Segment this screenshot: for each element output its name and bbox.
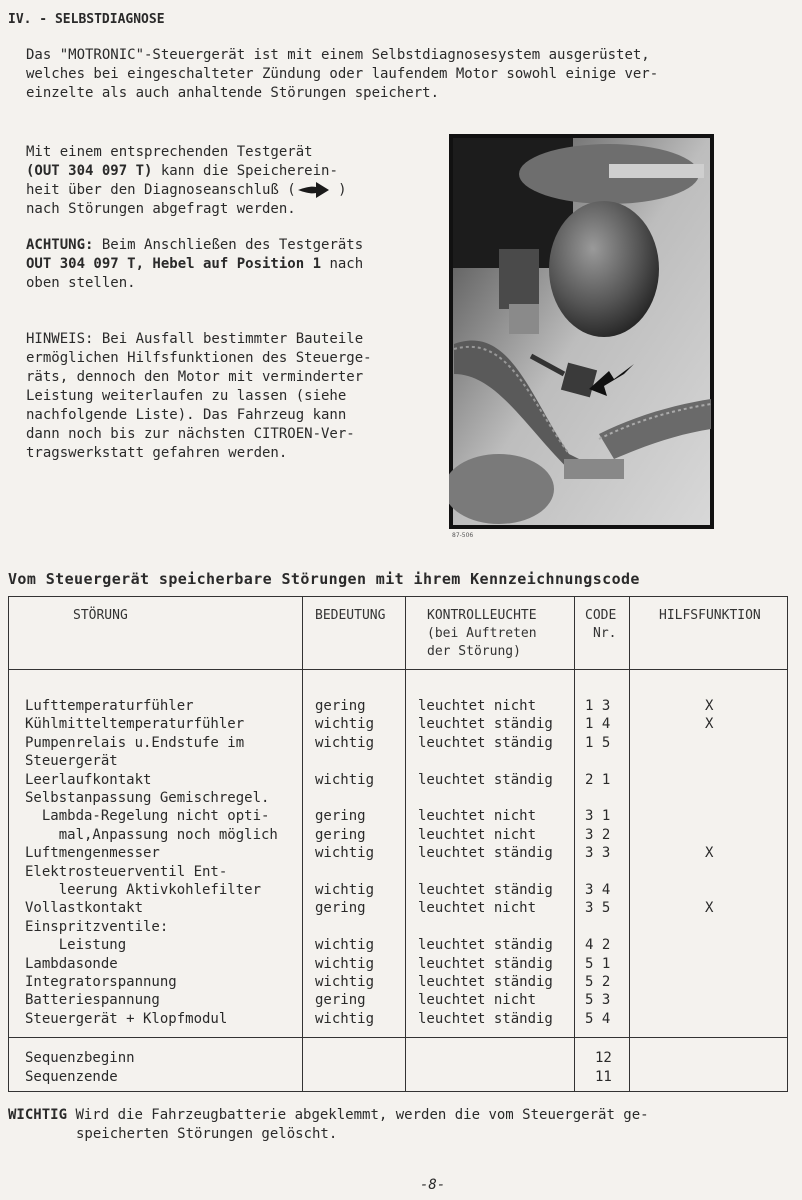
- test-line-2: [26, 162, 406, 181]
- test-line-3: [26, 181, 406, 200]
- cell-kontrolleuchte: leuchtet ständig: [418, 734, 553, 751]
- cell-bedeutung: gering: [315, 808, 366, 825]
- cell-kontrolleuchte: leuchtet nicht: [418, 698, 537, 714]
- header-stoerung: STÖRUNG: [73, 608, 128, 623]
- test-line-2-rest: kann die Speicherein-: [152, 163, 338, 179]
- table-row: [9, 918, 787, 936]
- cell-code: 5 4: [585, 1010, 611, 1027]
- cell-stoerung: Leistung: [25, 937, 127, 954]
- cell-code: 1 5: [585, 734, 611, 751]
- page-number: -8-: [420, 1177, 446, 1193]
- achtung-paragraph: [26, 236, 406, 293]
- achtung-line-3: oben stellen.: [26, 275, 136, 291]
- hinweis-line: ermöglichen Hilfsfunktionen des Steuerge-: [26, 350, 372, 366]
- test-line-1: Mit einem entsprechenden Testgerät: [26, 144, 313, 160]
- table-row: [9, 881, 787, 899]
- header-bedeutung: BEDEUTUNG: [315, 608, 386, 623]
- table-row: [9, 899, 787, 917]
- achtung-line-2-rest: nach: [321, 256, 364, 272]
- cell-code: 12: [595, 1050, 612, 1066]
- cell-code: 3 2: [585, 826, 611, 843]
- cell-code: 2 1: [585, 771, 611, 788]
- test-device-paragraph: [26, 143, 406, 219]
- header-kontrolleuchte: KONTROLLEUCHTE: [427, 608, 537, 623]
- cell-bedeutung: wichtig: [315, 771, 375, 788]
- cell-code: 1 4: [585, 716, 611, 733]
- cell-stoerung: Leerlaufkontakt: [25, 771, 152, 788]
- cell-stoerung: Sequenzbeginn: [25, 1050, 135, 1066]
- engine-photo: [449, 134, 714, 529]
- table-row: [9, 955, 787, 973]
- sequence-row: [9, 1049, 787, 1067]
- cell-bedeutung: wichtig: [315, 955, 375, 972]
- cell-code: 3 5: [585, 900, 611, 917]
- note-line-1-rest: Wird die Fahrzeugbatterie abgeklemmt, werden die vom Steuergerät ge-: [67, 1107, 649, 1123]
- cell-kontrolleuchte: leuchtet ständig: [418, 882, 553, 898]
- cell-bedeutung: wichtig: [315, 937, 375, 954]
- cell-kontrolleuchte: leuchtet nicht: [418, 826, 537, 843]
- cell-kontrolleuchte: leuchtet ständig: [418, 1010, 553, 1027]
- cell-stoerung: Lambdasonde: [25, 955, 118, 972]
- cell-stoerung: Lambda-Regelung nicht opti-: [25, 808, 270, 825]
- cell-code: 11: [595, 1069, 612, 1085]
- cell-stoerung: mal,Anpassung noch möglich: [25, 826, 278, 843]
- cell-bedeutung: wichtig: [315, 845, 375, 862]
- header-kontrolleuchte-sub: der Störung): [427, 644, 521, 659]
- achtung-line-1-rest: Beim Anschließen des Testgeräts: [93, 237, 364, 253]
- header-code-nr: Nr.: [593, 626, 617, 641]
- hinweis-line: tragswerkstatt gefahren werden.: [26, 445, 288, 461]
- cell-bedeutung: wichtig: [315, 716, 375, 733]
- cell-kontrolleuchte: leuchtet ständig: [418, 937, 553, 954]
- cell-bedeutung: gering: [315, 900, 366, 917]
- achtung-line-1: [26, 236, 406, 255]
- table-row: [9, 734, 787, 752]
- table-row: [9, 991, 787, 1009]
- cell-bedeutung: gering: [315, 698, 366, 714]
- cell-stoerung: Kühlmitteltemperaturfühler: [25, 716, 245, 733]
- cell-kontrolleuchte: leuchtet nicht: [418, 808, 537, 825]
- table-title: Vom Steuergerät speicherbare Störungen mit ihrem Kennzeichnungscode: [8, 570, 640, 588]
- header-kontrolleuchte-sub: (bei Auftreten: [427, 626, 537, 641]
- cell-hilfsfunktion: X: [705, 698, 714, 714]
- table-row: [9, 807, 787, 825]
- cell-stoerung: Vollastkontakt: [25, 900, 144, 917]
- cell-stoerung: Elektrosteuerventil Ent-: [25, 863, 228, 880]
- sequence-row: [9, 1068, 787, 1086]
- hinweis-line: dann noch bis zur nächsten CITROEN-Ver-: [26, 426, 355, 442]
- cell-kontrolleuchte: leuchtet ständig: [418, 974, 553, 990]
- table-row: [9, 973, 787, 991]
- cell-stoerung: Batteriespannung: [25, 992, 160, 1009]
- photo-caption: 87-506: [452, 532, 474, 539]
- table-row: [9, 844, 787, 862]
- note-line-2: speicherten Störungen gelöscht.: [76, 1126, 338, 1142]
- cell-bedeutung: wichtig: [315, 882, 375, 898]
- cell-code: 5 2: [585, 974, 611, 990]
- cell-hilfsfunktion: X: [705, 900, 714, 917]
- arrow-right-icon: [296, 181, 330, 199]
- hinweis-paragraph: [26, 330, 406, 463]
- cell-kontrolleuchte: leuchtet ständig: [418, 716, 553, 733]
- table-row: [9, 789, 787, 807]
- test-line-3-pre: heit über den Diagnoseanschluß (: [26, 182, 296, 198]
- cell-stoerung: Steuergerät: [25, 753, 118, 770]
- cell-code: 4 2: [585, 937, 611, 954]
- cell-stoerung: leerung Aktivkohlefilter: [25, 882, 262, 898]
- test-line-3-post: ): [329, 182, 347, 198]
- table-row: [9, 863, 787, 881]
- table-row: [9, 1010, 787, 1028]
- cell-code: 1 3: [585, 698, 611, 714]
- test-line-4: nach Störungen abgefragt werden.: [26, 201, 296, 217]
- test-device-code: (OUT 304 097 T): [26, 163, 153, 179]
- cell-kontrolleuchte: leuchtet nicht: [418, 992, 537, 1009]
- cell-stoerung: Lufttemperaturfühler: [25, 698, 194, 714]
- table-row: [9, 752, 787, 770]
- header-code: CODE: [585, 608, 617, 623]
- cell-bedeutung: wichtig: [315, 974, 375, 990]
- hinweis-line: HINWEIS: Bei Ausfall bestimmter Bauteile: [26, 331, 364, 347]
- cell-kontrolleuchte: leuchtet ständig: [418, 771, 553, 788]
- cell-stoerung: Integratorspannung: [25, 974, 177, 990]
- table-row: [9, 771, 787, 789]
- cell-bedeutung: wichtig: [315, 734, 375, 751]
- cell-kontrolleuchte: leuchtet ständig: [418, 955, 553, 972]
- cell-code: 5 1: [585, 955, 611, 972]
- cell-code: 3 4: [585, 882, 611, 898]
- achtung-bold-instruction: OUT 304 097 T, Hebel auf Position 1: [26, 256, 322, 272]
- section-heading: IV. - SELBSTDIAGNOSE: [8, 12, 165, 27]
- hinweis-line: räts, dennoch den Motor mit verminderter: [26, 369, 364, 385]
- engine-photo-illustration: [449, 134, 714, 529]
- cell-stoerung: Luftmengenmesser: [25, 845, 160, 862]
- cell-code: 3 1: [585, 808, 611, 825]
- intro-paragraph: Das "MOTRONIC"-Steuergerät ist mit einem Selbstdiagnosesystem ausgerüstet, welches bei eingeschalteter Zündung oder laufendem Motor sowohl einige ver- einzelte als auch anhaltende Störungen speichert.: [26, 47, 659, 101]
- table-row: [9, 826, 787, 844]
- cell-kontrolleuchte: leuchtet nicht: [418, 900, 537, 917]
- cell-hilfsfunktion: X: [705, 845, 714, 862]
- note-line-1: [8, 1106, 649, 1125]
- cell-stoerung: Selbstanpassung Gemischregel.: [25, 790, 270, 806]
- fault-code-table: [8, 596, 788, 1092]
- table-row: [9, 715, 787, 733]
- cell-stoerung: Steuergerät + Klopfmodul: [25, 1010, 228, 1027]
- header-hilfsfunktion: HILFSFUNKTION: [659, 608, 761, 623]
- hinweis-line: nachfolgende Liste). Das Fahrzeug kann: [26, 407, 347, 423]
- table-row: [9, 936, 787, 954]
- cell-bedeutung: gering: [315, 826, 366, 843]
- cell-kontrolleuchte: leuchtet ständig: [418, 845, 553, 862]
- achtung-line-2: [26, 255, 406, 274]
- cell-hilfsfunktion: X: [705, 716, 714, 733]
- cell-code: 3 3: [585, 845, 611, 862]
- cell-stoerung: Sequenzende: [25, 1069, 118, 1085]
- cell-stoerung: Pumpenrelais u.Endstufe im: [25, 734, 245, 751]
- table-row: [9, 697, 787, 715]
- note-label: WICHTIG: [8, 1107, 68, 1123]
- wichtig-note: [8, 1106, 649, 1144]
- hinweis-line: Leistung weiterlaufen zu lassen (siehe: [26, 388, 347, 404]
- cell-code: 5 3: [585, 992, 611, 1009]
- achtung-label: ACHTUNG:: [26, 237, 94, 253]
- cell-bedeutung: gering: [315, 992, 366, 1009]
- cell-stoerung: Einspritzventile:: [25, 918, 169, 935]
- cell-bedeutung: wichtig: [315, 1010, 375, 1027]
